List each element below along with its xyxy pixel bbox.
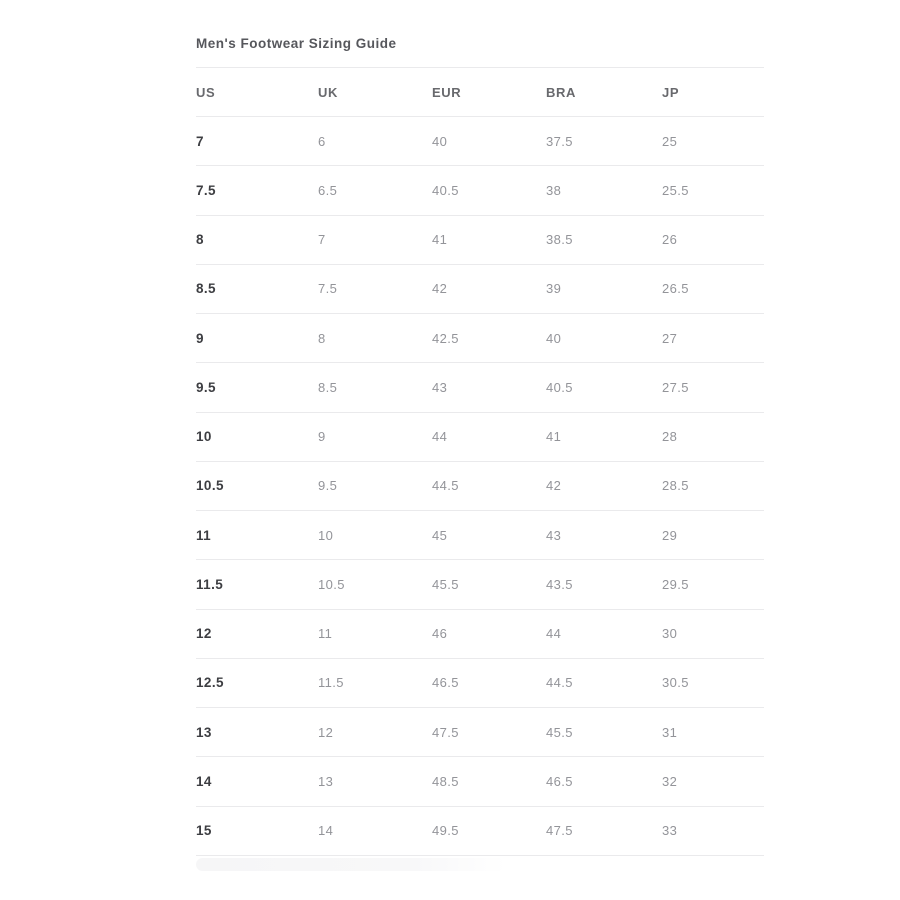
table-row bbox=[196, 757, 764, 806]
size-cell-uk: 9 bbox=[318, 429, 326, 445]
size-cell-us: 9.5 bbox=[196, 379, 216, 395]
size-cell-bra: 42 bbox=[546, 478, 562, 494]
size-cell-bra: 38 bbox=[546, 182, 562, 198]
size-cell-us: 12 bbox=[196, 626, 212, 642]
size-cell-bra: 40 bbox=[546, 330, 562, 346]
size-cell-eur: 40.5 bbox=[432, 182, 459, 198]
column-header-us: US bbox=[196, 84, 216, 100]
column-header-jp: JP bbox=[662, 84, 680, 100]
size-cell-uk: 10.5 bbox=[318, 576, 345, 592]
size-cell-eur: 48.5 bbox=[432, 773, 459, 789]
size-cell-eur: 41 bbox=[432, 232, 448, 248]
sizing-table-header bbox=[196, 68, 764, 117]
size-cell-us: 15 bbox=[196, 823, 212, 839]
table-row bbox=[196, 314, 764, 363]
size-cell-bra: 45.5 bbox=[546, 724, 573, 740]
size-cell-jp: 29 bbox=[662, 527, 678, 543]
size-cell-eur: 47.5 bbox=[432, 724, 459, 740]
size-cell-jp: 28.5 bbox=[662, 478, 689, 494]
sizing-guide-section bbox=[196, 36, 764, 856]
size-cell-uk: 6.5 bbox=[318, 182, 338, 198]
size-cell-jp: 32 bbox=[662, 773, 678, 789]
size-cell-bra: 37.5 bbox=[546, 133, 573, 149]
size-cell-uk: 12 bbox=[318, 724, 334, 740]
size-cell-eur: 43 bbox=[432, 379, 448, 395]
size-cell-bra: 38.5 bbox=[546, 232, 573, 248]
sizing-table-body bbox=[196, 117, 764, 856]
size-cell-us: 9 bbox=[196, 330, 204, 346]
size-cell-uk: 9.5 bbox=[318, 478, 338, 494]
table-row bbox=[196, 560, 764, 609]
size-cell-jp: 27 bbox=[662, 330, 678, 346]
size-cell-jp: 26.5 bbox=[662, 281, 689, 297]
header-row bbox=[196, 68, 764, 117]
size-cell-bra: 41 bbox=[546, 429, 562, 445]
size-cell-uk: 6 bbox=[318, 133, 326, 149]
size-cell-uk: 10 bbox=[318, 527, 334, 543]
page-title: Men's Footwear Sizing Guide bbox=[196, 36, 397, 51]
size-cell-eur: 42.5 bbox=[432, 330, 459, 346]
size-cell-uk: 7 bbox=[318, 232, 326, 248]
table-row bbox=[196, 166, 764, 215]
size-cell-bra: 43 bbox=[546, 527, 562, 543]
size-cell-uk: 11 bbox=[318, 626, 333, 642]
size-cell-us: 13 bbox=[196, 724, 212, 740]
size-cell-jp: 25 bbox=[662, 133, 678, 149]
table-row bbox=[196, 363, 764, 412]
table-row bbox=[196, 117, 764, 166]
sizing-table bbox=[196, 67, 764, 856]
size-cell-us: 8 bbox=[196, 232, 204, 248]
size-cell-eur: 45 bbox=[432, 527, 448, 543]
table-row bbox=[196, 215, 764, 264]
column-header-uk: UK bbox=[318, 84, 338, 100]
size-cell-us: 7.5 bbox=[196, 182, 216, 198]
size-cell-uk: 8 bbox=[318, 330, 326, 346]
size-cell-jp: 27.5 bbox=[662, 379, 689, 395]
size-cell-us: 14 bbox=[196, 773, 212, 789]
size-cell-jp: 31 bbox=[662, 724, 678, 740]
size-cell-bra: 46.5 bbox=[546, 773, 573, 789]
table-row bbox=[196, 264, 764, 313]
size-cell-eur: 46 bbox=[432, 626, 448, 642]
horizontal-scrollbar-thumb[interactable] bbox=[196, 858, 506, 871]
size-cell-eur: 45.5 bbox=[432, 576, 459, 592]
size-cell-us: 10.5 bbox=[196, 478, 224, 494]
size-cell-us: 11.5 bbox=[196, 576, 224, 592]
column-header-eur: EUR bbox=[432, 84, 462, 100]
size-cell-bra: 47.5 bbox=[546, 823, 573, 839]
size-cell-bra: 39 bbox=[546, 281, 562, 297]
table-row bbox=[196, 412, 764, 461]
size-cell-bra: 44 bbox=[546, 626, 562, 642]
table-row bbox=[196, 609, 764, 658]
size-cell-eur: 46.5 bbox=[432, 675, 459, 691]
size-cell-uk: 14 bbox=[318, 823, 334, 839]
size-cell-jp: 26 bbox=[662, 232, 678, 248]
size-cell-bra: 44.5 bbox=[546, 675, 573, 691]
size-cell-jp: 33 bbox=[662, 823, 678, 839]
table-row bbox=[196, 461, 764, 510]
size-cell-uk: 13 bbox=[318, 773, 334, 789]
size-cell-uk: 11.5 bbox=[318, 675, 344, 691]
size-cell-bra: 40.5 bbox=[546, 379, 573, 395]
column-header-bra: BRA bbox=[546, 84, 576, 100]
size-cell-eur: 40 bbox=[432, 133, 448, 149]
size-cell-eur: 44 bbox=[432, 429, 448, 445]
table-row bbox=[196, 511, 764, 560]
size-cell-eur: 49.5 bbox=[432, 823, 459, 839]
size-cell-jp: 28 bbox=[662, 429, 678, 445]
size-cell-us: 8.5 bbox=[196, 281, 216, 297]
table-row bbox=[196, 708, 764, 757]
size-cell-bra: 43.5 bbox=[546, 576, 573, 592]
size-cell-jp: 30.5 bbox=[662, 675, 689, 691]
size-cell-us: 11 bbox=[196, 527, 212, 543]
size-cell-us: 12.5 bbox=[196, 675, 224, 691]
size-cell-us: 7 bbox=[196, 133, 204, 149]
size-cell-eur: 44.5 bbox=[432, 478, 459, 494]
size-cell-jp: 30 bbox=[662, 626, 678, 642]
size-cell-jp: 25.5 bbox=[662, 182, 689, 198]
size-cell-jp: 29.5 bbox=[662, 576, 689, 592]
size-cell-eur: 42 bbox=[432, 281, 448, 297]
table-row bbox=[196, 658, 764, 707]
table-row bbox=[196, 806, 764, 855]
size-cell-uk: 8.5 bbox=[318, 379, 338, 395]
size-cell-uk: 7.5 bbox=[318, 281, 338, 297]
size-cell-us: 10 bbox=[196, 429, 212, 445]
